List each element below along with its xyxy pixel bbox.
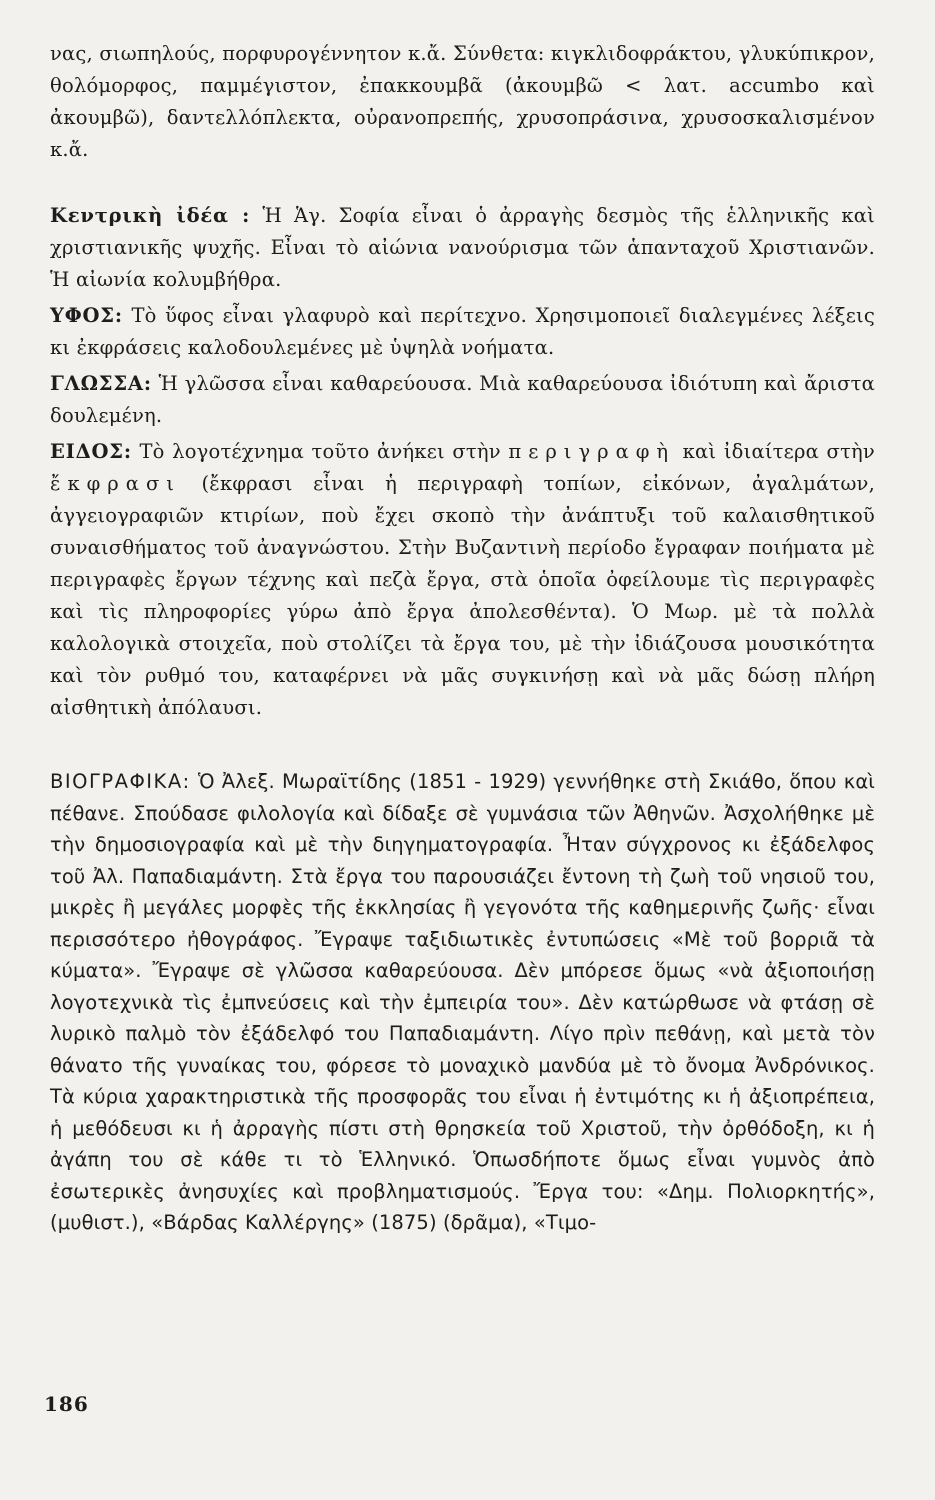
genre-text-3: (ἔκφρασι εἶναι ἡ περιγραφὴ τοπίων, εἰκόνων, ἀγαλμάτων, ἀγγειογραφιῶν κτιρίων, ποὺ ἔχει σκοπὸ τὴν ἀνάπτυξι τοῦ καλαισθητικοῦ συναισθήματος τοῦ ἀναγνώστου. Στὴν Βυζαντινὴ περίοδο ἔγραφαν ποιήματα μὲ περιγραφὲς ἔργων τέχνης καὶ πεζὰ ἔργα, στὰ ὁποῖα ὀφείλουμε τὶς περιγραφὲς καὶ τὶς πληροφορίες γύρω ἀπὸ ἔργα ἀπολεσθέντα). Ὁ Μωρ. μὲ τὰ πολλὰ καλολογικὰ στοιχεῖα, ποὺ στολίζει τὰ ἔργα του, μὲ τὴν ἰδιάζουσα μουσικότητα καὶ τὸν ρυθμό του, καταφέρνει νὰ μᾶς συγκινήσῃ καὶ νὰ μᾶς δώσῃ πλήρη αἰσθητικὴ ἀπόλαυσι. [50, 472, 875, 719]
style-heading: ΥΦΟΣ: [50, 304, 123, 327]
language-paragraph [50, 368, 875, 432]
page-number: 186 [44, 1392, 89, 1416]
biography-paragraph [50, 766, 875, 1239]
genre-term-description: περιγραφὴ [508, 440, 676, 463]
language-heading: ΓΛΩΣΣΑ: [50, 372, 152, 395]
genre-text-1: Τὸ λογοτέχνημα τοῦτο ἀνήκει στὴν [139, 440, 501, 463]
biography-heading: ΒΙΟΓΡΑΦΙΚΑ: [50, 770, 191, 793]
style-text: Τὸ ὕφος εἶναι γλαφυρὸ καὶ περίτεχνο. Χρησιμοποιεῖ διαλεγμένες λέξεις κι ἐκφράσεις καλοδουλεμένες μὲ ὑψηλὰ νοήματα. [50, 304, 876, 359]
biography-text: Ὁ Ἀλεξ. Μωραϊτίδης (1851 - 1929) γεννήθηκε στὴ Σκιάθο, ὅπου καὶ πέθανε. Σπούδασε φιλολογία καὶ δίδαξε σὲ γυμνάσια τῶν Ἀθηνῶν. Ἀσχολήθηκε μὲ τὴν δημοσιογραφία καὶ μὲ τὴν διηγηματογραφία. Ἦταν σύγχρονος κι ἐξάδελφος τοῦ Ἀλ. Παπαδιαμάντη. Στὰ ἔργα του παρουσιάζει ἔντονη τὴ ζωὴ τοῦ νησιοῦ του, μικρὲς ἢ μεγάλες μορφὲς τῆς ἐκκλησίας ἢ γεγονότα τῆς καθημερινῆς ζωῆς· εἶναι περισσότερο ἠθογράφος. Ἔγραψε ταξιδιωτικὲς ἐντυπώσεις «Μὲ τοῦ βορριᾶ τὰ κύματα». Ἔγραψε σὲ γλῶσσα καθαρεύουσα. Δὲν μπόρεσε ὅμως «νὰ ἀξιοποιήσῃ λογοτεχνικὰ τὶς ἐμπνεύσεις καὶ τὴν ἐμπειρία του». Δὲν κατώρθωσε νὰ φτάσῃ σὲ λυρικὸ παλμὸ τὸν ἐξάδελφό του Παπαδιαμάντη. Λίγο πρὶν πεθάνῃ, καὶ μετὰ τὸν θάνατο τῆς γυναίκας του, φόρεσε τὸ μοναχικὸ μανδύα μὲ τὸ ὄνομα Ἀνδρόνικος. Τὰ κύρια χαρακτηριστικὰ τῆς προσφορᾶς του εἶναι ἡ ἐντιμότης κι ἡ ἀξιοπρέπεια, ἡ μεθόδευσι κι ἡ ἀρραγὴς πίστι στὴ θρησκεία τοῦ Χριστοῦ, τὴν ὀρθόδοξη, κι ἡ ἀγάπη του σὲ κάθε τι τὸ Ἑλληνικό. Ὁπωσδήποτε ὅμως εἶναι γυμνὸς ἀπὸ ἐσωτερικὲς ἀνησυχίες καὶ προβληματισμούς. Ἔργα του: «Δημ. Πολιορκητής», (μυθιστ.), «Βάρδας Καλλέργης» (1875) (δρᾶμα), «Τιμο- [50, 770, 875, 1234]
central-idea-heading: Κεντρικὴ ἰδέα : [50, 204, 251, 227]
genre-paragraph [50, 436, 875, 724]
style-paragraph [50, 300, 875, 364]
language-text: Ἡ γλῶσσα εἶναι καθαρεύουσα. Μιὰ καθαρεύουσα ἰδιότυπη καὶ ἄριστα δουλεμένη. [50, 372, 875, 427]
genre-term-ekphrasis: ἔκφρασι [50, 472, 181, 495]
central-idea-paragraph [50, 200, 875, 296]
intro-text: νας, σιωπηλούς, πορφυρογέννητον κ.ἄ. Σύνθετα: κιγκλιδοφράκτου, γλυκύπικρον, θολόμορφος, παμμέγιστον, ἐπακκουμβᾶ (ἀκουμβῶ < λατ. accumbo καὶ ἀκουμβῶ), δαντελλόπλεκτα, οὐρανοπρεπής, χρυσοπράσινα, χρυσοσκαλισμένον κ.ἄ. [50, 42, 875, 161]
central-idea-text: Ἡ Ἁγ. Σοφία εἶναι ὁ ἀρραγὴς δεσμὸς τῆς ἑλληνικῆς καὶ χριστιανικῆς ψυχῆς. Εἶναι τὸ αἰώνια νανούρισμα τῶν ἁπανταχοῦ Χριστιανῶν. Ἡ αἰωνία κολυμβήθρα. [50, 204, 875, 291]
genre-heading: ΕΙΔΟΣ: [50, 440, 132, 463]
genre-text-2: καὶ ἰδιαίτερα στὴν [682, 440, 875, 463]
intro-paragraph [50, 38, 875, 166]
